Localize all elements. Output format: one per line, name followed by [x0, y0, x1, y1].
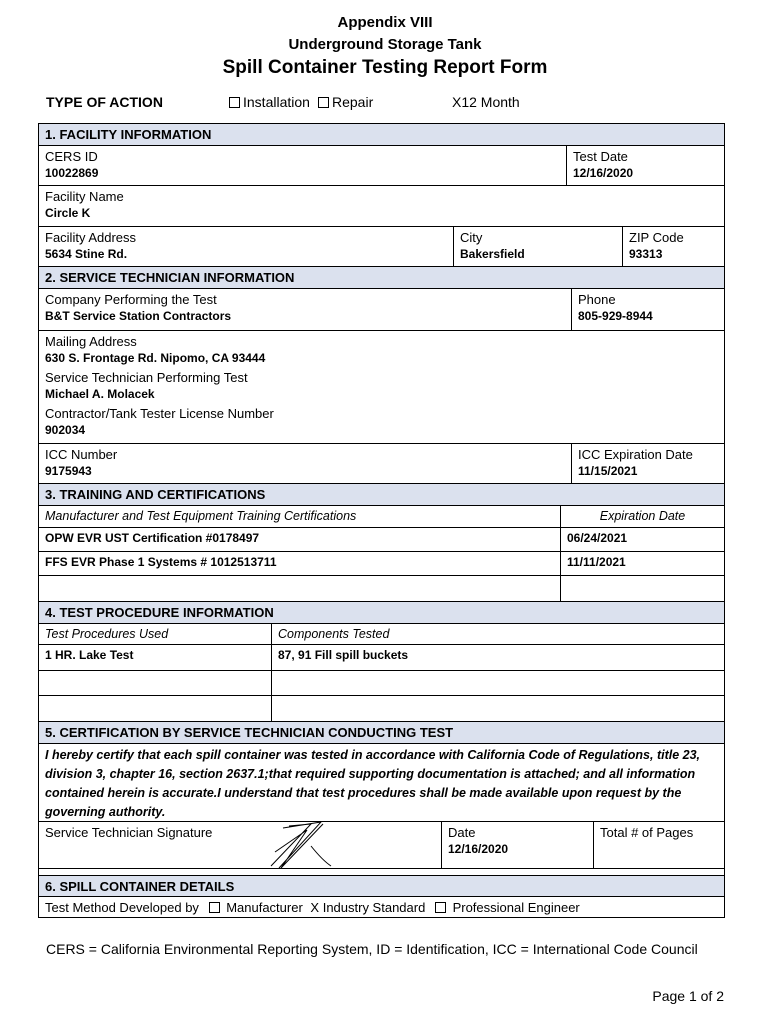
- training-exp-cell: [560, 552, 724, 575]
- procedure-col1-label: Test Procedures Used: [45, 627, 169, 641]
- technician-value[interactable]: Michael A. Molacek: [45, 387, 155, 401]
- twelve-month-checkmark[interactable]: X: [452, 94, 462, 110]
- signature-row: [39, 822, 724, 869]
- industry-standard-checkmark[interactable]: X: [310, 900, 320, 915]
- training-row: [39, 528, 724, 552]
- icc-number-cell: [39, 444, 571, 483]
- mailing-address-value[interactable]: 630 S. Frontage Rd. Nipomo, CA 93444: [45, 351, 266, 365]
- facility-address-row: [39, 227, 724, 267]
- section-training-header: 3. TRAINING AND CERTIFICATIONS: [39, 484, 724, 506]
- total-pages-label: Total # of Pages: [600, 825, 694, 840]
- license-value[interactable]: 902034: [45, 423, 86, 437]
- repair-label: Repair: [332, 94, 374, 110]
- section-facility-header: 1. FACILITY INFORMATION: [39, 124, 724, 146]
- procedure-cell: [39, 696, 271, 721]
- facility-address-value[interactable]: 5634 Stine Rd.: [45, 247, 128, 261]
- icc-expiration-cell: [571, 444, 724, 483]
- installation-label: Installation: [243, 94, 310, 110]
- training-exp-cell: [560, 528, 724, 551]
- facility-name-value[interactable]: Circle K: [45, 206, 91, 220]
- procedure-col1-cell: [39, 624, 271, 644]
- procedure-cell: [39, 671, 271, 695]
- cers-id-label: CERS ID: [45, 149, 98, 164]
- manufacturer-label: Manufacturer: [226, 900, 303, 915]
- signature-label: Service Technician Signature: [45, 825, 213, 840]
- cert-date-label: Date: [448, 825, 476, 840]
- icc-number-value[interactable]: 9175943: [45, 464, 92, 478]
- facility-address-cell: [39, 227, 453, 266]
- training-cert-cell: [39, 552, 560, 575]
- training-cert-value[interactable]: FFS EVR Phase 1 Systems # 1012513711: [45, 555, 277, 569]
- training-cert-cell: [39, 528, 560, 551]
- training-col2-label: Expiration Date: [599, 509, 686, 523]
- procedure-cell: [39, 645, 271, 670]
- cers-id-value[interactable]: 10022869: [45, 166, 99, 180]
- repair-option[interactable]: [318, 94, 373, 110]
- phone-cell: [571, 289, 724, 330]
- component-cell: [271, 645, 724, 670]
- city-label: City: [460, 230, 483, 245]
- component-cell: [271, 696, 724, 721]
- company-value[interactable]: B&T Service Station Contractors: [45, 309, 232, 323]
- procedure-columns-row: [39, 624, 724, 645]
- twelve-month-label: 12 Month: [461, 94, 520, 110]
- abbreviations-note: CERS = California Environmental Reporting System, ID = Identification, ICC = International Code Council: [46, 941, 698, 957]
- zip-value[interactable]: 93313: [629, 247, 663, 261]
- section-procedure-header: 4. TEST PROCEDURE INFORMATION: [39, 602, 724, 624]
- training-exp-value[interactable]: 06/24/2021: [567, 531, 628, 545]
- training-columns-row: [39, 506, 724, 528]
- facility-name-cell: [39, 186, 724, 226]
- phone-value[interactable]: 805-929-8944: [578, 309, 653, 323]
- cert-date-cell: [441, 822, 593, 868]
- section-technician-header: 2. SERVICE TECHNICIAN INFORMATION: [39, 267, 724, 289]
- training-col1-cell: [39, 506, 560, 527]
- component-value[interactable]: 87, 91 Fill spill buckets: [278, 648, 409, 662]
- page-number: Page 1 of 2: [652, 988, 724, 1004]
- icc-expiration-label: ICC Expiration Date: [578, 447, 693, 462]
- repair-checkbox[interactable]: [318, 97, 329, 108]
- zip-label: ZIP Code: [629, 230, 684, 245]
- city-cell: [453, 227, 622, 266]
- procedure-row: [39, 645, 724, 671]
- facility-name-row: [39, 186, 724, 227]
- test-method-label: Test Method Developed by: [45, 900, 199, 915]
- test-method-cell: [39, 897, 724, 917]
- technician-label: Service Technician Performing Test: [45, 370, 248, 385]
- test-method-row: [39, 897, 724, 918]
- procedure-col2-label: Components Tested: [278, 627, 390, 641]
- report-form: [38, 123, 725, 918]
- cert-date-value[interactable]: 12/16/2020: [448, 842, 509, 856]
- component-cell: [271, 671, 724, 695]
- signature-drawing: [261, 822, 341, 872]
- test-date-value[interactable]: 12/16/2020: [573, 166, 634, 180]
- training-col1-label: Manufacturer and Test Equipment Training Certifications: [45, 509, 357, 523]
- total-pages-cell: [593, 822, 724, 868]
- procedure-row: [39, 671, 724, 696]
- training-row: [39, 552, 724, 576]
- phone-label: Phone: [578, 292, 616, 307]
- procedure-row: [39, 696, 724, 722]
- icc-expiration-value[interactable]: 11/15/2021: [578, 464, 638, 478]
- city-value[interactable]: Bakersfield: [460, 247, 525, 261]
- training-cert-value[interactable]: OPW EVR UST Certification #0178497: [45, 531, 260, 545]
- training-row: [39, 576, 724, 602]
- license-label: Contractor/Tank Tester License Number: [45, 406, 274, 421]
- professional-engineer-label: Professional Engineer: [452, 900, 580, 915]
- twelve-month-option[interactable]: [452, 94, 520, 110]
- industry-standard-label: Industry Standard: [322, 900, 426, 915]
- installation-option[interactable]: [229, 94, 310, 110]
- mailing-tech-license-row: [39, 331, 724, 444]
- cers-id-cell: [39, 146, 566, 185]
- procedure-value[interactable]: 1 HR. Lake Test: [45, 648, 134, 662]
- professional-engineer-checkbox[interactable]: [435, 902, 446, 913]
- manufacturer-checkbox[interactable]: [209, 902, 220, 913]
- mailing-tech-license-cell: [39, 331, 724, 443]
- signature-cell[interactable]: [39, 822, 441, 868]
- icc-number-label: ICC Number: [45, 447, 118, 462]
- icc-row: [39, 444, 724, 484]
- section-certification-header: 5. CERTIFICATION BY SERVICE TECHNICIAN CONDUCTING TEST: [39, 722, 724, 744]
- installation-checkbox[interactable]: [229, 97, 240, 108]
- procedure-col2-cell: [271, 624, 724, 644]
- facility-address-label: Facility Address: [45, 230, 137, 245]
- training-exp-cell: [560, 576, 724, 601]
- training-cert-cell: [39, 576, 560, 601]
- type-of-action-label: TYPE OF ACTION: [46, 94, 163, 110]
- facility-name-label: Facility Name: [45, 189, 124, 204]
- section-spill-header: 6. SPILL CONTAINER DETAILS: [39, 875, 724, 897]
- training-col2-cell: [560, 506, 724, 527]
- form-title: Spill Container Testing Report Form: [222, 57, 548, 78]
- company-cell: [39, 289, 571, 330]
- training-exp-value[interactable]: 11/11/2021: [567, 555, 626, 569]
- cers-row: [39, 146, 724, 186]
- test-date-label: Test Date: [573, 149, 628, 164]
- zip-cell: [622, 227, 724, 266]
- form-appendix-title: Appendix VIII: [337, 14, 433, 31]
- company-label: Company Performing the Test: [45, 292, 217, 307]
- form-subtitle: Underground Storage Tank: [288, 36, 482, 53]
- mailing-address-label: Mailing Address: [45, 334, 137, 349]
- certification-statement: I hereby certify that each spill container was tested in accordance with California Code of Regulations, title 23, division 3, chapter 16, section 2637.1;that required supporting documentation is attached; and all information contained herein is accurate.I understand that test procedures shall be made available upon request by the governing authority.: [39, 744, 724, 822]
- test-date-cell: [566, 146, 724, 185]
- company-row: [39, 289, 724, 331]
